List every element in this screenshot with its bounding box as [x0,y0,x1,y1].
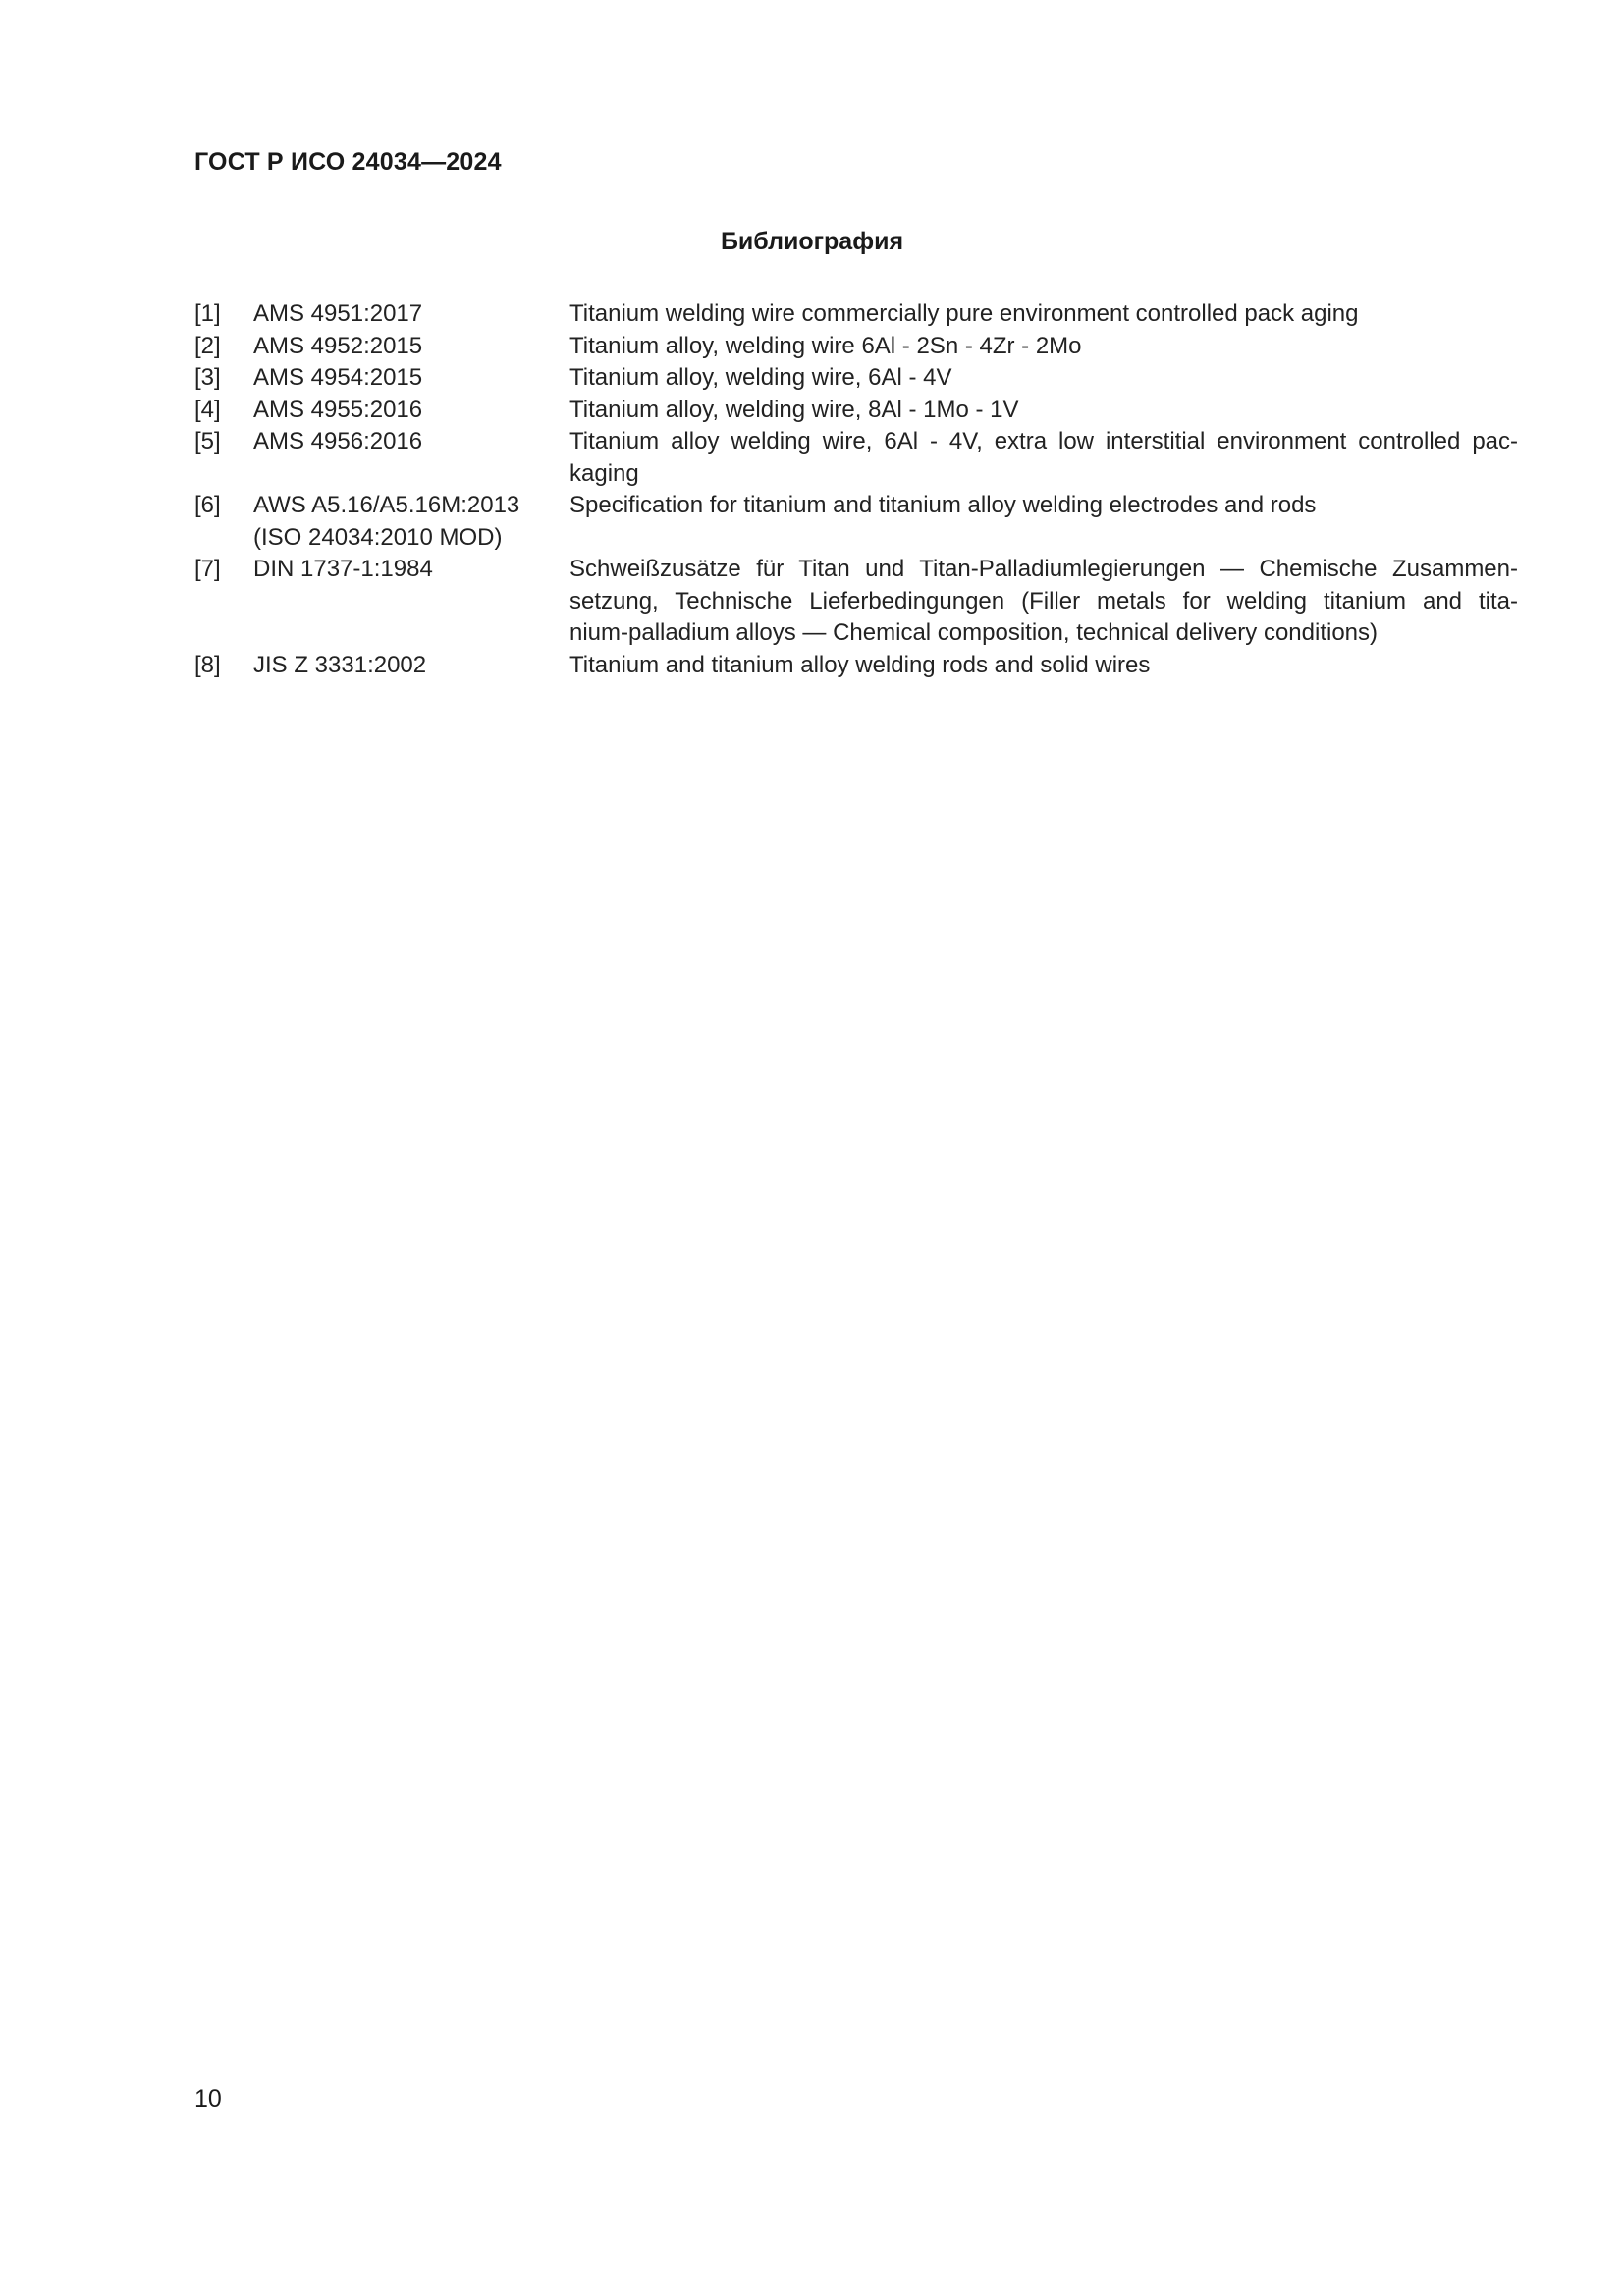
entry-code-line: AMS 4952:2015 [253,332,423,359]
entry-code-line: AMS 4956:2016 [253,428,423,454]
entry-number: [5] [194,428,221,454]
entry-code [253,490,569,554]
entry-number: [8] [194,651,221,678]
entry-code-line: JIS Z 3331:2002 [253,651,427,678]
entry-code [253,650,569,682]
page-number: 10 [194,2085,222,2112]
bibliography-entry [194,298,1518,331]
entry-title [569,554,1518,650]
bibliography-entry [194,554,1518,650]
entry-title [569,298,1518,331]
entry-title-line: setzung, Technische Lieferbedingungen (Filler metals for welding titanium and tita- [569,587,1518,614]
entry-title-line: Titanium alloy, welding wire, 8Al - 1Mo - 1V [569,396,1019,423]
entry-code [253,298,569,331]
entry-code-line: AMS 4955:2016 [253,396,423,423]
entry-code [253,554,569,586]
entry-title-line: Titanium alloy welding wire, 6Al - 4V, extra low interstitial environment controlled pac- [569,428,1518,454]
entry-code [253,395,569,427]
bibliography-entry [194,331,1518,363]
entry-title [569,331,1518,363]
bibliography-entry [194,426,1518,490]
bibliography-list [194,298,1518,681]
bibliography-entry [194,395,1518,427]
standard-code-header: ГОСТ Р ИСО 24034—2024 [194,148,502,176]
entry-title-line: Schweißzusätze für Titan und Titan-Palladiumlegierungen — Chemische Zusammen- [569,556,1518,582]
entry-title-line: Titanium alloy, welding wire 6Al - 2Sn - 4Zr - 2Mo [569,332,1082,359]
entry-title [569,395,1518,427]
entry-code-line: DIN 1737-1:1984 [253,556,433,582]
entry-code [253,331,569,363]
entry-code-line: AWS A5.16/A5.16M:2013 [253,492,520,518]
entry-title-line: nium-palladium alloys — Chemical composition, technical delivery conditions) [569,619,1379,646]
entry-code [253,426,569,458]
entry-number: [4] [194,396,221,423]
entry-code-line: AMS 4954:2015 [253,364,423,391]
entry-number: [7] [194,556,221,582]
entry-title [569,490,1518,522]
entry-code-line: (ISO 24034:2010 MOD) [253,523,503,551]
bibliography-title: Библиография [720,228,904,255]
entry-title-line: Titanium alloy, welding wire, 6Al - 4V [569,364,952,391]
entry-number: [3] [194,364,221,391]
bibliography-entry [194,650,1518,682]
bibliography-entry [194,490,1518,554]
bibliography-entry [194,362,1518,395]
entry-title [569,650,1518,682]
entry-title-line: Titanium and titanium alloy welding rods and solid wires [569,651,1151,678]
entry-title-line: kaging [569,459,639,487]
entry-number: [1] [194,300,221,327]
entry-code [253,362,569,395]
entry-code-line: AMS 4951:2017 [253,300,423,327]
entry-title-line: Specification for titanium and titanium alloy welding electrodes and rods [569,492,1317,518]
entry-title-line: Titanium welding wire commercially pure environment controlled pack aging [569,300,1359,327]
entry-number: [2] [194,332,221,359]
entry-title [569,362,1518,395]
entry-title [569,426,1518,490]
entry-number: [6] [194,492,221,518]
